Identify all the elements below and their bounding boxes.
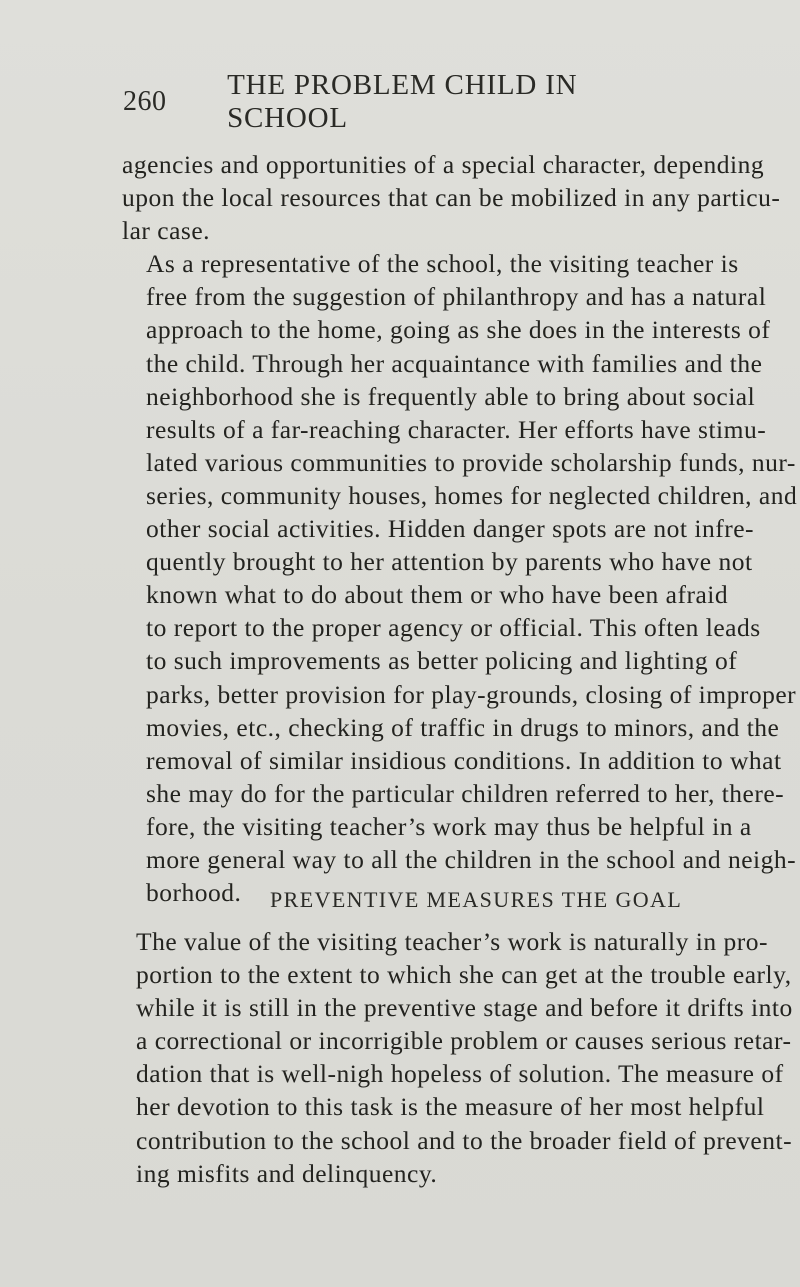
text-line: upon the local resources that can be mobilized in any particu- — [122, 183, 781, 213]
text-line: lated various communities to provide scholarship funds, nur- — [146, 447, 796, 477]
text-line: The value of the visiting teacher’s work is naturally in pro- — [136, 927, 768, 956]
text-line: agencies and opportunities of a special character, depending — [122, 150, 765, 179]
book-title: THE PROBLEM CHILD IN SCHOOL — [227, 69, 578, 134]
body-text — [122, 925, 793, 1190]
text-line: fore, the visiting teacher’s work may thus be helpful in a — [146, 811, 752, 841]
text-line: parks, better provision for play-grounds, closing of improper — [146, 679, 797, 709]
text-line: contribution to the school and to the broader field of prevent- — [136, 1125, 793, 1155]
text-line: while it is still in the preventive stage and before it drifts into — [136, 993, 793, 1023]
text-line: dation that is well-nigh hopeless of solution. The measure of — [136, 1059, 784, 1089]
text-line: more general way to all the children in the school and neigh- — [146, 844, 797, 874]
paragraph-visiting-teacher — [122, 247, 798, 909]
paragraph-preventive — [122, 925, 793, 1190]
text-line: lar case. — [122, 216, 211, 246]
text-line: free from the suggestion of philanthropy and has a natural — [146, 282, 767, 312]
text-line: portion to the extent to which she can get at the trouble early, — [136, 960, 792, 990]
text-line: a correctional or incorrigible problem or causes serious retar- — [136, 1026, 792, 1056]
running-head — [123, 69, 683, 134]
text-line: other social activities. Hidden danger spots are not infre- — [146, 514, 755, 544]
text-line: results of a far-reaching character. Her efforts have stimu- — [146, 414, 767, 444]
text-line: As a representative of the school, the visiting teacher is — [146, 249, 739, 279]
text-line: ing misfits and delinquency. — [136, 1158, 438, 1188]
text-line: borhood. — [146, 878, 242, 908]
text-line: approach to the home, going as she does in the interests of — [146, 315, 771, 345]
text-line: the child. Through her acquaintance with families and the — [146, 348, 763, 378]
text-line: neighborhood she is frequently able to bring about social — [146, 381, 756, 411]
text-line: to report to the proper agency or official. This often leads — [146, 613, 761, 643]
text-line: to such improvements as better policing and lighting of — [146, 646, 738, 676]
text-line: she may do for the particular children referred to her, there- — [146, 778, 785, 808]
text-line: quently brought to her attention by parents who have not — [146, 547, 753, 577]
paragraph-continued — [122, 148, 781, 247]
text-line: series, community houses, homes for neglected children, and — [146, 480, 798, 510]
page-number: 260 — [123, 86, 167, 117]
text-line: known what to do about them or who have been afraid — [146, 580, 729, 610]
body-text — [122, 148, 798, 909]
text-line: her devotion to this task is the measure of her most helpful — [136, 1092, 765, 1122]
text-line: removal of similar insidious conditions. In addition to what — [146, 745, 782, 775]
section-heading: PREVENTIVE MEASURES THE GOAL — [270, 887, 683, 912]
text-line: movies, etc., checking of traffic in drugs to minors, and the — [146, 712, 780, 742]
